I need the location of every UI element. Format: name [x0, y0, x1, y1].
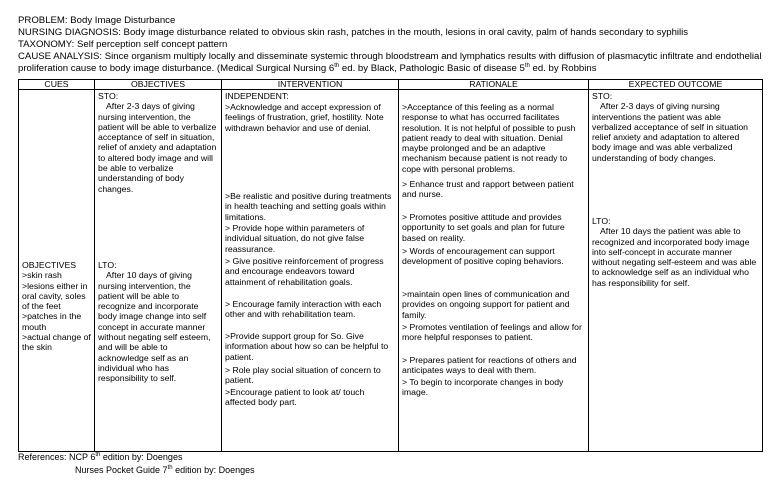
sto-outcome	[592, 91, 760, 163]
rationale-item: >Acceptance of this feeling as a normal response to what has occurred facilitates resolution. It is not helpful of possible to push patient ready to deal with situation. Denial maybe prolonged and be an adaptive mechanism because patient is not ready to cope with personal problems.	[402, 102, 576, 174]
taxonomy-line: TAXONOMY: Self perception self concept pattern	[18, 39, 228, 51]
reference-line	[18, 464, 255, 477]
expected-outcome-cell	[589, 90, 763, 452]
intervention-heading: INDEPENDENT:	[225, 91, 289, 101]
intervention-cell	[222, 90, 399, 452]
intervention-item: > Provide hope within parameters of individual situation, do not give false reassurance.	[225, 223, 365, 254]
rationale-item: > Promotes ventilation of feelings and allow for more helpful responses to patient.	[402, 322, 582, 343]
cues-title: OBJECTIVES	[22, 260, 77, 270]
rationale-item: > Enhance trust and rapport between patient and nurse.	[402, 179, 574, 200]
sto-outcome-text: After 2-3 days of giving nursing interventions the patient was able verbalized acceptance of self in situation relief anxiety and adaptation to altered body image and was able verbalized understanding of body changes.	[592, 101, 748, 163]
reference-line	[18, 451, 255, 464]
rationale-item: > Promotes positive attitude and provides opportunity to set goals and plan for future based on reality.	[402, 212, 565, 243]
intervention-item: > Encourage family interaction with each other and with rehabilitation team.	[225, 299, 382, 320]
lto-objective	[98, 260, 219, 384]
cues-cell	[19, 90, 95, 452]
reference-text-2: edition by: Doenges	[100, 452, 183, 462]
sto-label: STO:	[98, 91, 119, 101]
intervention-item: >Provide support group for So. Give information about how so can be helpful to patient.	[225, 331, 389, 362]
column-header-objectives: OBJECTIVES	[95, 80, 222, 90]
objectives-cell	[95, 90, 222, 452]
document-header	[18, 15, 762, 75]
reference-text-3: Nurses Pocket Guide 7	[75, 464, 168, 475]
nursing-diagnosis-line: NURSING DIAGNOSIS: Body image disturbance related to obvious skin rash, patches in the mouth, lesions in oral cavity, palm of hands secondary to syphilis	[18, 27, 689, 39]
intervention-item: > Role play social situation of concern to patient.	[225, 365, 381, 386]
column-header-expected-outcome: EXPECTED OUTCOME	[589, 80, 763, 90]
rationale-cell	[399, 90, 589, 452]
reference-text: References: NCP 6	[18, 452, 96, 462]
lto-text: After 10 days of giving nursing intervention, the patient will be able to recognize and incorporate body image change into self concept in accurate manner without negating self esteem, and will be able to acknowledge self as an individual who has responsibility to self.	[98, 270, 211, 384]
cue-item: >patches in the mouth	[22, 311, 82, 332]
intervention-item: >Encourage patient to look at/ touch affected body part.	[225, 387, 365, 408]
rationale-item: >maintain open lines of communication and provides on ongoing support for patient and family.	[402, 289, 570, 320]
sto-objective	[98, 91, 219, 194]
cues-block	[22, 260, 92, 353]
cue-item: >skin rash	[22, 270, 62, 281]
ordinal-suffix-3: th	[95, 452, 101, 458]
sto-text: After 2-3 days of giving nursing intervention, the patient will be able to verbalize acceptance of self in situation, relief of anxiety and adaptation to altered body image and will be able to verbalize understanding of body changes.	[98, 101, 217, 194]
rationale-item: > To begin to incorporate changes in body image.	[402, 377, 564, 398]
column-header-cues: CUES	[19, 80, 95, 90]
table-row	[19, 90, 763, 452]
intervention-item: >Acknowledge and accept expression of feelings of frustration, grief, hostility. Note withdrawn behavior and use of denial.	[225, 102, 384, 133]
ordinal-suffix-4: th	[167, 464, 173, 471]
cue-item: >lesions either in oral cavity, soles of the feet	[22, 280, 88, 312]
column-header-rationale: RATIONALE	[399, 80, 589, 90]
rationale-item: > Prepares patient for reactions of others and anticipates ways to deal with them.	[402, 355, 577, 376]
sto-outcome-label: STO:	[592, 91, 613, 101]
table-header-row	[19, 80, 763, 90]
nursing-care-plan-table	[18, 79, 763, 452]
lto-outcome-label: LTO:	[592, 216, 611, 226]
cause-analysis-text-3: ed. by Robbins	[529, 63, 597, 75]
references	[18, 451, 255, 476]
cause-analysis-paragraph	[18, 51, 762, 75]
column-header-intervention: INTERVENTION	[222, 80, 399, 90]
cause-analysis-text: CAUSE ANALYSIS: Since organism multiply locally and disseminate systemic through bloodstream and lymphatics results with diffusion of plasmacytic infiltrate and endothelial proliferation cause to body image disturbance. (Medical Surgical Nursing 6	[18, 51, 762, 75]
problem-line: PROBLEM: Body Image Disturbance	[18, 15, 176, 26]
rationale-item: > Words of encouragement can support development of positive coping behaviors.	[402, 246, 564, 267]
lto-outcome-text: After 10 days the patient was able to recognized and incorporated body image into self-concept in accurate manner without negating self-esteem and was able to acknowledge self as an individual who has responsibility for self.	[592, 226, 757, 288]
ordinal-suffix-2: th	[524, 63, 530, 70]
lto-label: LTO:	[98, 260, 117, 270]
ordinal-suffix: th	[334, 63, 340, 70]
reference-text-4: edition by: Doenges	[172, 464, 255, 475]
intervention-item: > Give positive reinforcement of progress and encourage endeavors toward attainment of rehabilitation goals.	[225, 256, 384, 287]
cue-item: >actual change of the skin	[22, 332, 91, 353]
intervention-item: >Be realistic and positive during treatments in health teaching and setting goals within limitations.	[225, 191, 392, 222]
lto-outcome	[592, 216, 760, 288]
cause-analysis-text-2: ed. by Black, Pathologic Basic of disease 5	[339, 63, 525, 75]
